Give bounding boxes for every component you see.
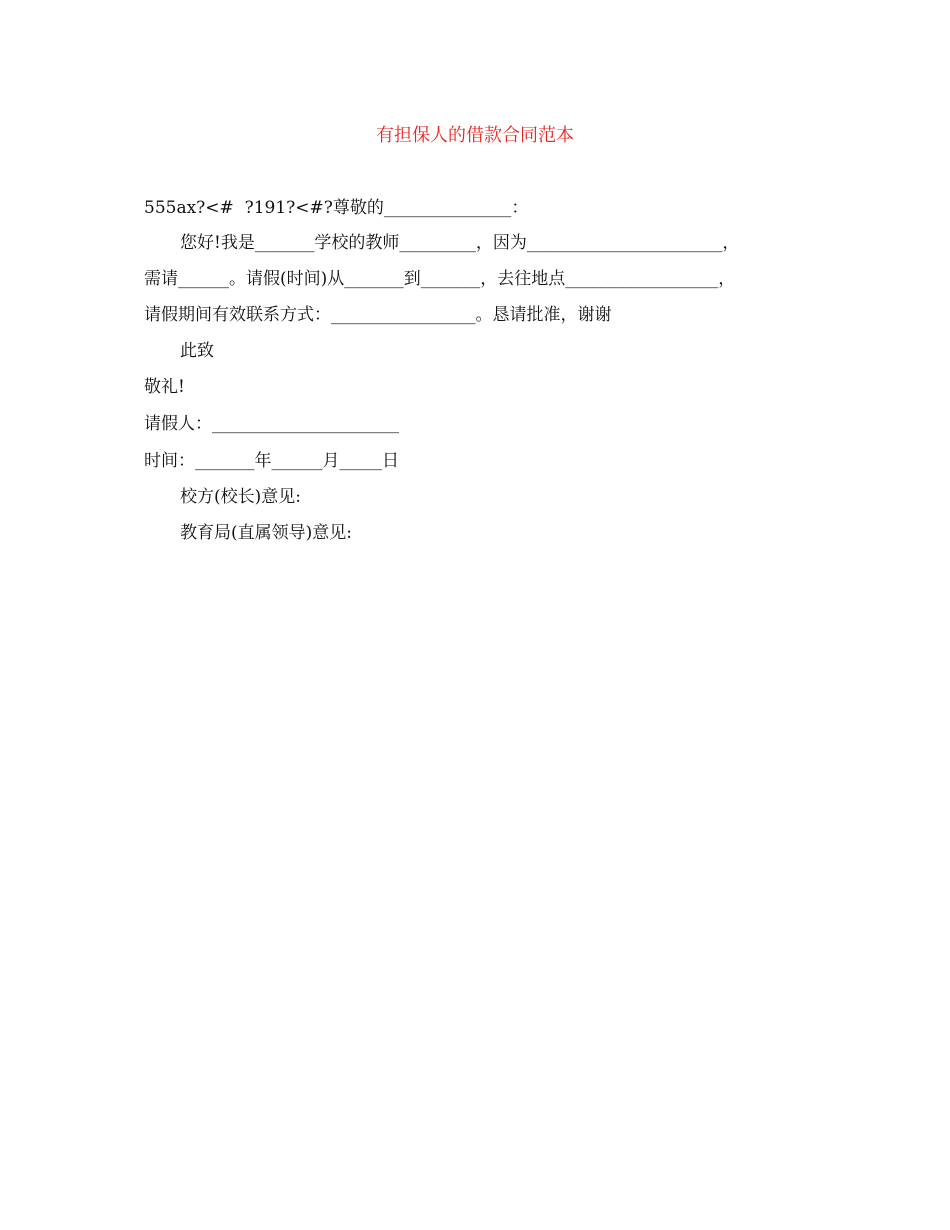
regards-line: 敬礼! [144,377,185,397]
document-title: 有担保人的借款合同范本 [376,125,574,146]
closing-line: 此致 [180,341,214,361]
contact-line: 请假期间有效联系方式：_________________。恳请批准，谢谢 [144,305,612,325]
date-line: 时间：_______年______月_____日 [144,451,399,471]
school-opinion-line: 校方(校长)意见: [180,487,301,507]
request-line: 需请______。请假(时间)从_______到_______，去往地点__________________， [144,269,736,289]
greeting-line: 您好!我是_______学校的教师_________，因为_______________________， [180,233,740,253]
bureau-opinion-line: 教育局(直属领导)意见: [180,523,352,543]
salutation-line: 555ax?<# ?191?<#?尊敬的_______________： [144,198,529,218]
applicant-line: 请假人：______________________ [144,414,399,434]
